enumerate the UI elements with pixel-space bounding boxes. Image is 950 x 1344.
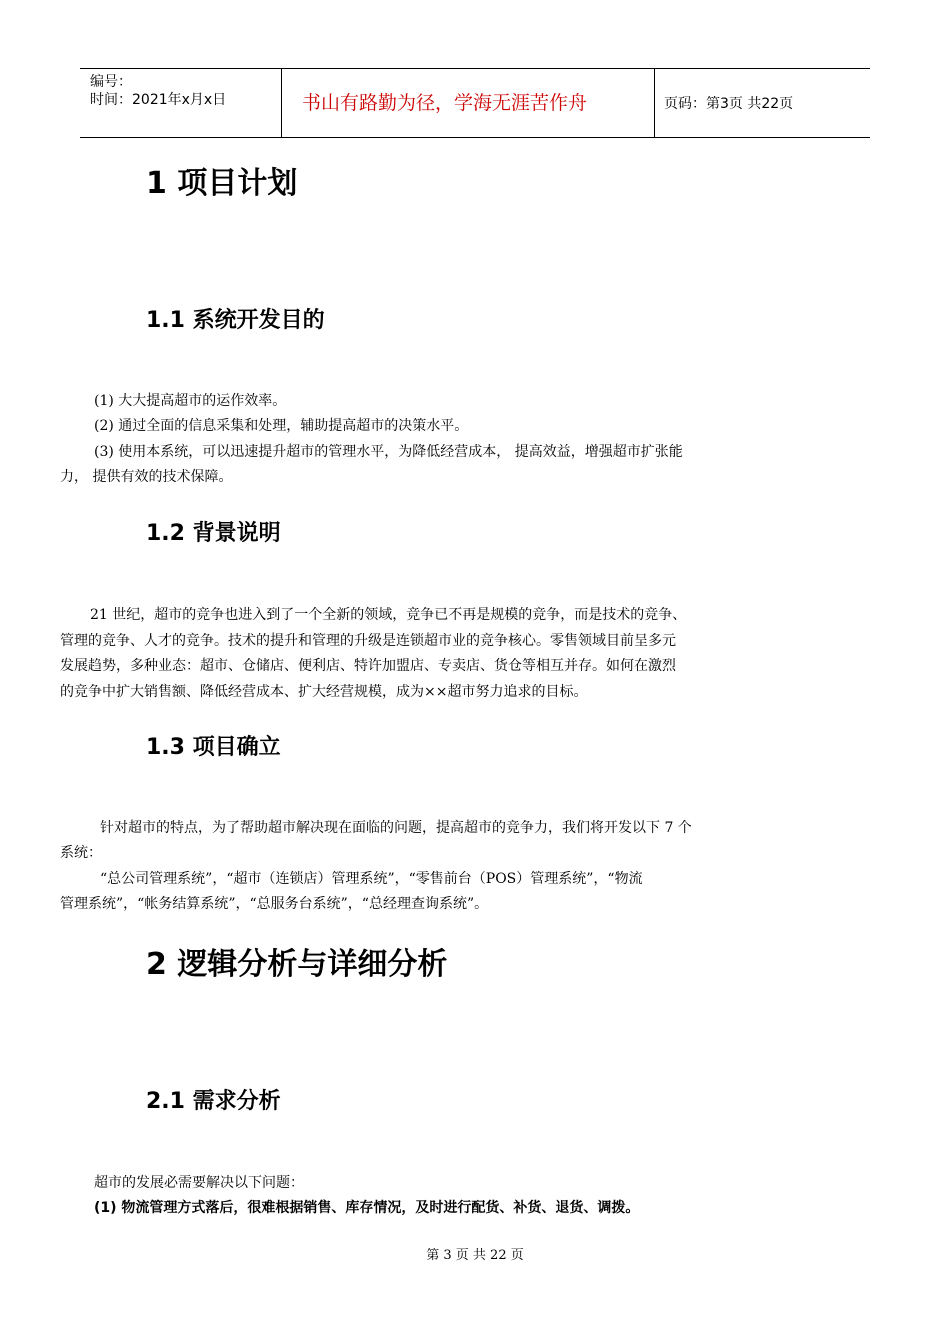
paragraph-line: (1) 大大提高超市的运作效率。 (94, 393, 287, 409)
requirement-item: (1) 物流管理方式落后，很难根据销售、库存情况，及时进行配货、补货、退货、调拨。 (94, 1200, 640, 1216)
paragraph-line: “总公司管理系统”，“超市（连锁店）管理系统”，“零售前台（POS）管理系统”，“物流 (100, 871, 643, 887)
header-page-info: 页码：第3页 共22页 (664, 96, 794, 112)
section-2-title: 2 逻辑分析与详细分析 (146, 947, 448, 982)
paragraph-line: 发展趋势，多种业态：超市、仓储店、便利店、特许加盟店、专卖店、货仓等相互并存。如何在激烈 (60, 658, 676, 674)
paragraph-line: 针对超市的特点，为了帮助超市解决现在面临的问题，提高超市的竞争力，我们将开发以下 7 个 (100, 820, 692, 836)
section-1-1-title: 1.1 系统开发目的 (146, 308, 325, 333)
section-2-1-title: 2.1 需求分析 (146, 1089, 281, 1114)
paragraph-line: 管理的竞争、人才的竞争。技术的提升和管理的升级是连锁超市业的竞争核心。零售领域目前呈多元 (60, 633, 676, 649)
section-1-2-title: 1.2 背景说明 (146, 521, 281, 546)
section-1-title: 1 项目计划 (146, 166, 298, 201)
header-meta-cell (80, 69, 281, 137)
paragraph-line: (2) 通过全面的信息采集和处理，辅助提高超市的决策水平。 (94, 418, 469, 434)
paragraph-line: 超市的发展必需要解决以下问题： (94, 1175, 304, 1191)
section-1-3-title: 1.3 项目确立 (146, 735, 281, 760)
header-motto: 书山有路勤为径，学海无涯苦作舟 (302, 92, 588, 114)
paragraph-line: 管理系统”，“帐务结算系统”，“总服务台系统”，“总经理查询系统”。 (60, 896, 489, 912)
page-footer: 第 3 页 共 22 页 (426, 1248, 524, 1263)
header-page-cell (655, 69, 870, 137)
paragraph-line: 21 世纪，超市的竞争也进入到了一个全新的领域，竞争已不再是规模的竞争，而是技术的竞争、 (90, 607, 687, 623)
serial-label: 编号： (90, 74, 132, 90)
paragraph-line: 的竞争中扩大销售额、降低经营成本、扩大经营规模，成为××超市努力追求的目标。 (60, 684, 588, 700)
paragraph-line: 力， 提供有效的技术保障。 (60, 469, 233, 485)
page-header (80, 68, 870, 138)
paragraph-line: (3) 使用本系统，可以迅速提升超市的管理水平，为降低经营成本， 提高效益，增强超市扩张能 (94, 444, 683, 460)
time-label: 时间：2021年x月x日 (90, 92, 227, 108)
paragraph-line: 系统： (60, 845, 102, 861)
header-motto-cell (281, 69, 655, 137)
